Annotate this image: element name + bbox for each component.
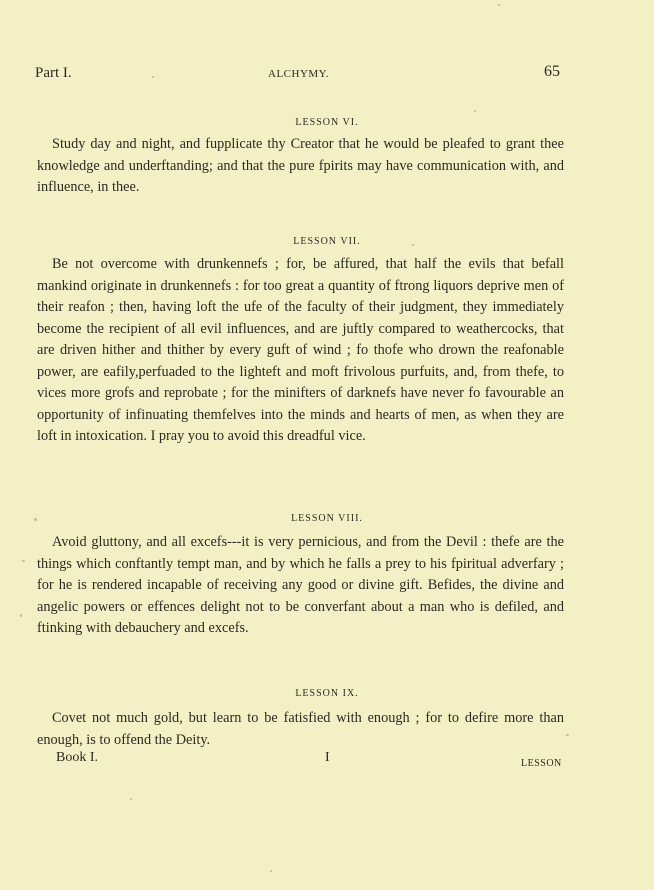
signature-mark: I	[325, 750, 330, 765]
footer-book-label: Book I.	[56, 750, 98, 765]
paper-speck	[498, 4, 500, 6]
paper-speck	[152, 76, 154, 78]
paper-speck	[34, 518, 37, 521]
paper-speck	[130, 798, 132, 800]
lesson-6-heading: LESSON VI.	[295, 117, 359, 128]
lesson-9-body: Covet not much gold, but learn to be fatisfied with enough ; for to defire more than enough, is to offend the Deity.	[37, 710, 564, 748]
lesson-9-heading: LESSON IX.	[295, 688, 359, 699]
paper-speck	[20, 614, 22, 617]
lesson-6-body: Study day and night, and fupplicate thy Creator that he would be pleafed to grant thee knowledge and underftanding; and that the pure fpirits may have communication with, and influence, in thee.	[37, 136, 564, 195]
paper-speck	[22, 560, 25, 562]
catchword: LESSON	[521, 758, 562, 769]
lesson-7-heading: LESSON VII.	[293, 236, 361, 247]
paper-speck	[270, 870, 272, 872]
running-head-part: Part I.	[35, 65, 72, 81]
lesson-7-body: Be not overcome with drunkennefs ; for, be affured, that half the evils that befall mankind originate in drunkennefs : for too great a quantity of ftrong liquors deprive men of their reafon ; then, having loft the ufe of the faculty of their judgment, they immediately become the recipient of all evil influences, and are juftly compared to weathercocks, that are driven hither and thither by every guft of wind ; fo thofe who drown the reafonable power, are eafily,perfuaded to the lighteft and moft frivolous purfuits, and, from thefe, to vices more grofs and reprobate ; for the minifters of darknefs have never fo favourable an opportunity of infinuating themfelves into the minds and hearts of men, as when they are loft in intoxication. I pray you to avoid this dreadful vice.	[37, 256, 564, 444]
paper-speck	[412, 244, 414, 246]
paper-speck	[566, 734, 569, 736]
page-number: 65	[544, 63, 560, 80]
lesson-6-text	[37, 134, 564, 199]
lesson-7-text	[37, 254, 564, 448]
lesson-8-heading: LESSON VIII.	[291, 513, 363, 524]
lesson-8-body: Avoid gluttony, and all excefs---it is very pernicious, and from the Devil : thefe are the things which conftantly tempt man, and by which he falls a prey to his fpiritual adverfary ; for he is rendered incapable of receiving any good or divine gift. Befides, the divine and angelic powers or effences delight not to be converfant about a man who is defiled, and ftinking with debauchery and excefs.	[37, 534, 564, 636]
paper-speck	[474, 110, 476, 112]
running-head-title: ALCHYMY.	[268, 68, 329, 80]
lesson-8-text	[37, 532, 564, 640]
lesson-9-text	[37, 708, 564, 751]
